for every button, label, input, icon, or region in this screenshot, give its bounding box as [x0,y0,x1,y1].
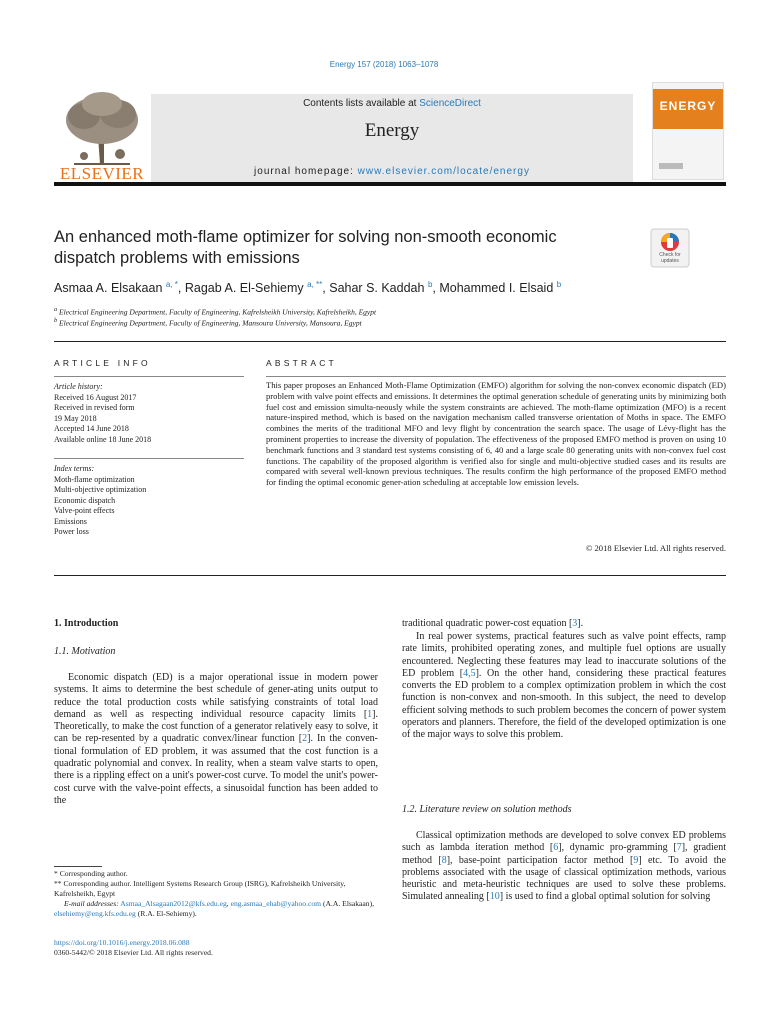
contents-prefix: Contents lists available at [303,98,420,109]
info-divider-mid [54,458,244,459]
journal-title: Energy [364,120,420,141]
keyword: Valve-point effects [54,506,115,515]
affiliation-text: Electrical Engineering Department, Faculty of Engineering, Mansoura University, Mansoura, Egypt [59,318,362,328]
author-name: Mohammed I. Elsaid [439,281,554,296]
footnote-rule [54,866,102,867]
author-name: Asmaa A. Elsakaan [54,281,163,296]
history-item: Received 16 August 2017 [54,392,137,402]
elsevier-wordmark: ELSEVIER [59,164,145,183]
article-title-line-2: dispatch problems with emissions [54,249,300,267]
abstract-divider-bottom [54,575,726,576]
subsection-literature-review: 1.2. Literature review on solution methods [402,804,572,815]
email-link[interactable]: elsehiemy@eng.kfs.edu.eg [54,909,136,918]
text-run: ]. On the other hand, considering these practical features converts the ED problem to a complex optimization problem in which the cost function is non-convex and non-smooth. In this subject, the need to develop efficient solving methods to such problem becomes the concern of power system operators and planners. Therefore, the field of the developed optimization is one of the major ways to solve this problem. [402,667,726,741]
homepage-line [151,166,633,177]
homepage-prefix: journal homepage: [254,166,358,177]
email-owner: (A.A. Elsakaan), [322,899,375,908]
author-name: Ragab A. El-Sehiemy [184,281,304,296]
journal-info-box [151,94,633,182]
history-label: Article history: [54,382,103,391]
text-run: ], gradient method [ [402,842,727,866]
author-list [54,280,734,295]
affiliation-mark: a [54,306,58,313]
email-label: E-mail addresses: [64,899,119,908]
author-separator: , [432,281,440,296]
email-link[interactable]: Asmaa_Alsagaan2012@kfs.edu.eg [120,899,227,908]
author-marks[interactable]: a, * [165,280,178,289]
section-heading-introduction: 1. Introduction [54,618,119,629]
author-name: Sahar S. Kaddah [329,281,425,296]
text-run: ]. [577,618,584,629]
cover-title: ENERGY [659,99,717,113]
ref-link[interactable]: 8 [441,854,447,866]
journal-citation[interactable]: Energy 157 (2018) 1063–1078 [329,60,439,69]
info-divider-top [54,376,244,377]
text-run: ], dynamic pro-gramming [ [558,842,677,854]
right-column-paragraph-1 [402,618,726,630]
affiliation-mark: b [54,317,58,324]
footnote-corresponding-2: ** Corresponding author. Intelligent Systems Research Group (ISRG), Kafrelsheikh University, Kafrelsheikh, Egypt [54,879,346,898]
author-separator: , [322,281,330,296]
affiliation-a [54,306,734,317]
author[interactable] [439,281,561,295]
text-run: ]. Theoretically, to make the cost function of a generator relatively easy to solve, it can be rep-resented by a quadratic convex/linear function [ [54,708,378,745]
keywords-label: Index terms: [54,464,95,473]
journal-masthead [54,82,726,186]
author-marks[interactable]: a, ** [307,280,323,289]
keyword: Moth-flame optimization [54,474,135,484]
text-run: In real power systems, practical features such as valve point effects, ramp rate limits, prohibited operating zones, and multiple fuel options are usually encountered. Neglecting these features may lead to inaccurate solutions of the ED problem [ [402,631,726,679]
contents-line [151,98,633,109]
keyword: Economic dispatch [54,495,116,505]
doi-link[interactable]: https://doi.org/10.1016/j.energy.2018.06.088 [54,938,190,947]
author-marks[interactable]: b [556,280,562,289]
author-marks[interactable]: b [427,280,433,289]
text-run: ], base-point participation factor method [ [446,854,634,866]
author[interactable] [329,281,439,295]
abstract-copyright: © 2018 Elsevier Ltd. All rights reserved. [585,543,726,553]
article-history [54,382,244,445]
subsection-motivation: 1.1. Motivation [54,646,116,657]
ref-link[interactable]: 3 [572,618,578,629]
abstract-divider-top [266,376,726,377]
ref-link[interactable]: 1 [367,708,373,720]
homepage-link[interactable]: www.elsevier.com/locate/energy [357,166,530,177]
article-title [54,227,634,269]
affiliation-b [54,317,734,328]
history-item: Received in revised form [54,403,135,412]
history-item: 19 May 2018 [54,413,97,423]
ref-link[interactable]: 7 [676,842,682,854]
article-info-heading: ARTICLE INFO [54,358,151,368]
footnotes [54,869,378,919]
keyword: Emissions [54,516,87,526]
header-divider [54,341,726,342]
keyword: Multi-objective optimization [54,485,147,494]
text-run: ]. In the conven-tional formulation of ED problem, it was assumed that the cost function is a quadratic polynomial and convex. In reality, when a steam valve starts to open, there is a rippling effect on a unit's power-cost curve. To model the unit's power-cost curve with the valve-point effects, a sinusoidal function has been added to the [54,733,378,806]
ref-link[interactable]: 10 [489,891,500,903]
keyword: Power loss [54,527,89,536]
text-run: traditional quadratic power-cost equation [ [402,618,573,629]
keywords-list [54,464,244,538]
check-for-updates-label [650,252,690,264]
journal-cover-thumbnail[interactable] [652,82,724,180]
author[interactable] [185,281,329,295]
issn-line: 0360-5442/© 2018 Elsevier Ltd. All rights reserved. [54,948,213,957]
left-column-paragraph [54,672,378,807]
ref-link[interactable]: 4,5 [463,667,476,679]
abstract-text: This paper proposes an Enhanced Moth-Flame Optimization (EMFO) algorithm for solving the non-convex economic dispatch (ED) problem with valve point effects and emissions. It determines the optimal generation schedule of generating units by minimizing both fuel cost and emission simulta-neously while the system constraints are achieved. The moth-flame optimization (MFO) is a recent nature-inspired method, which is based on the navigation mechanism called transverse orientation of Moths in space. The EMFO combines the merits of the traditional MFO and levy flight by concentration the search space. The usage of Lévy-flight has the prominent properties to increase the diversity of population. The effectiveness of the proposed EMFO method is proven on using 10 benchmark functions and 3 standard test systems consisting of 6, 40 and a large scale 80 generating units with non-convex fuel cost functions. The capability of the proposed algorithm is verified also for single and multi-objective studied cases and its results are compared with several well-known previous techniques. The results confirm the high performance of the proposed EMFO method for finding the optimal economic gener-ation scheduling at acceptable low emission levels. [266,380,726,488]
ref-link[interactable]: 6 [553,842,559,854]
cfu-line-2: updates [661,258,679,264]
sciencedirect-link[interactable]: ScienceDirect [419,98,481,109]
affiliation-text: Electrical Engineering Department, Faculty of Engineering, Kafrelsheikh University, Kafrelsheikh, Egypt [59,307,377,317]
email-link[interactable]: eng.asmaa_ehab@yahoo.com [230,899,322,908]
author-separator: , [177,281,185,296]
right-column-paragraph-2 [402,631,726,742]
abstract-heading: ABSTRACT [266,358,337,368]
text-run: ] is used to find a global optimal solution for solving [499,891,711,903]
right-column-paragraph-3 [402,830,726,904]
cfu-line-1: Check for [659,252,681,258]
footnote-emails: E-mail addresses: Asmaa_Alsagaan2012@kfs.edu.eg, eng.asmaa_ehab@yahoo.com (A.A. Elsakaan), elsehiemy@eng.kfs.edu.eg (R.A. El-Sehiemy). [54,899,375,918]
text-run: Classical optimization methods are developed to solve convex ED problems such as lambda iteration method [ [402,830,726,854]
article-title-line-1: An enhanced moth-flame optimizer for solving non-smooth economic [54,228,557,246]
cover-footer-mark [659,163,683,169]
footnote-corresponding-1: * Corresponding author. [54,869,128,878]
ref-link[interactable]: 9 [633,854,639,866]
history-item: Accepted 14 June 2018 [54,424,129,433]
text-run: ] etc. To avoid the problems associated with the usage of classical optimization methods, various heuristic and meta-heuristic techniques are used to solve these problems. Simulated annealing [ [402,854,726,903]
email-owner: (R.A. El-Sehiemy). [137,909,197,918]
doi-block [54,938,378,958]
history-item: Available online 18 June 2018 [54,434,152,444]
ref-link[interactable]: 2 [302,733,308,745]
text-run: Economic dispatch (ED) is a major operational issue in modern power systems. It aims to determine the best schedule of gener-ating units output to reduce the total production costs while satisfying constraints of total load demand as well as respecting individual resource capacity limits [ [54,672,378,720]
author[interactable] [54,281,185,295]
